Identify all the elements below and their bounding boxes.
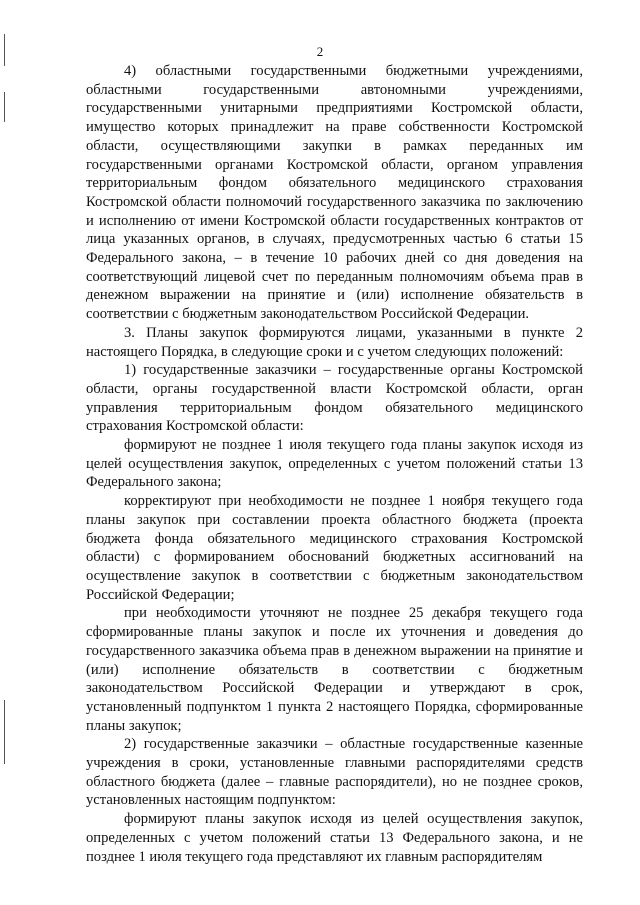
page-number: 2 — [316, 44, 324, 59]
scan-edge-line — [4, 700, 5, 764]
paragraph: 4) областными государственными бюджетными учреждениями, областными государственными автономными учреждениями, государственными унитарными предприятиями Костромской области, имущество которых принадлежит на праве собственности Костромской области, осуществляющими закупки в рамках переданных им государственными органами Костромской области, органом управления территориальным фондом обязательного медицинского страхования Костромской области полномочий государственного заказчика по заключению и исполнению от имени Костромской области государственных контрактов от лица указанных органов, в случаях, предусмотренных частью 6 статьи 15 Федерального закона, – в течение 10 рабочих дней со дня доведения на соответствующий лицевой счет по переданным полномочиям объема прав в денежном выражении на принятие и (или) исполнение обязательств в соответствии с бюджетным законодательством Российской Федерации. — [86, 63, 583, 323]
paragraph: 3. Планы закупок формируются лицами, указанными в пункте 2 настоящего Порядка, в следующие сроки и с учетом следующих положений: — [86, 324, 583, 360]
paragraph: формируют планы закупок исходя из целей осуществления закупок, определенных с учетом положений статьи 13 Федерального закона, и не позднее 1 июля текущего года представляют их главным распорядителям — [86, 811, 583, 865]
paragraph: 2) государственные заказчики – областные государственные казенные учреждения в сроки, установленные главными распорядителями средств областного бюджета (далее – главные распорядители), но не позднее сроков, установленных настоящим подпунктом: — [86, 736, 583, 809]
paragraph: 1) государственные заказчики – государственные органы Костромской области, органы государственной власти Костромской области, орган управления территориальным фондом обязательного медицинского страхования Костромской области: — [86, 362, 583, 435]
paragraph: формируют не позднее 1 июля текущего года планы закупок исходя из целей осуществления закупок, определенных с учетом положений статьи 13 Федерального закона; — [86, 437, 583, 491]
paragraph: при необходимости уточняют не позднее 25 декабря текущего года сформированные планы закупок и после их уточнения и доведения до государственного заказчика объема прав в денежном выражении на принятие и (или) исполнение обязательств в соответствии с бюджетным законодательством Российской Федерации и утверждают в срок, установленный подпунктом 1 пункта 2 настоящего Порядка, сформированные планы закупок; — [86, 605, 583, 734]
scan-edge-line — [4, 92, 5, 122]
paragraph: корректируют при необходимости не позднее 1 ноября текущего года планы закупок при составлении проекта областного бюджета (проекта бюджета фонда обязательного медицинского страхования Костромской области) с формированием обоснований бюджетных ассигнований на осуществление закупок в соответствии с бюджетным законодательством Российской Федерации; — [86, 493, 583, 603]
document-body — [86, 62, 583, 866]
